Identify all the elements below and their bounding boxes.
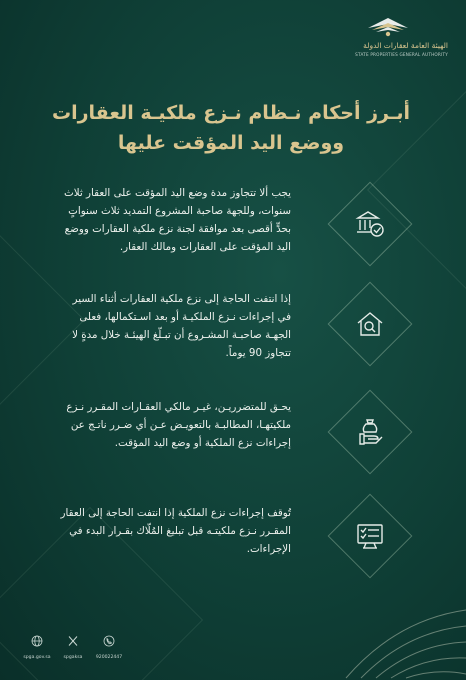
checklist-screen-icon	[354, 520, 386, 552]
provision-item-2	[0, 290, 466, 390]
provision-item-1	[0, 180, 466, 280]
footer-website[interactable]	[20, 632, 54, 660]
page-title	[36, 98, 426, 158]
provision-line: يجب ألا تتجاوز مدة وضع اليد المؤقت على العقار ثلاث	[64, 187, 291, 199]
provision-line: اليد المؤقت على العقارات ومالك العقار.	[119, 241, 291, 253]
provision-line: الجهـة صاحبـة المشـروع أن تبـلّغ الهيئـة خلال مدةٍ لا	[72, 329, 291, 341]
footer-x-account[interactable]	[56, 632, 90, 660]
provision-line: إجراءات نزع الملكية أو وضع اليد المؤقت.	[114, 437, 291, 449]
footer-phone[interactable]	[92, 632, 126, 660]
provision-icon-frame	[326, 280, 414, 368]
provision-text	[21, 290, 291, 362]
provision-item-4	[0, 504, 466, 604]
provision-icon-frame	[326, 388, 414, 476]
spga-emblem-icon	[364, 14, 412, 38]
provision-line: بحدٍّ أقصى بعد موافقة لجنة نزع ملكية العقارات ووضع	[64, 223, 291, 235]
provision-line: سنوات، وللجهة صاحبة المشروع التمديد ثلاث سنواتٍ	[68, 205, 291, 217]
provision-line: تتجاوز 90 يوماً.	[225, 347, 291, 359]
footer-contacts	[20, 632, 130, 662]
house-search-icon	[354, 308, 386, 340]
globe-icon	[31, 635, 43, 647]
provision-line: ملكيتهـا، المطالبـة بالتعويـض عـن أي ضـرر ناتـج عن	[70, 419, 291, 431]
phone-icon	[103, 635, 115, 647]
provision-text	[21, 184, 291, 256]
provision-icon-frame	[326, 492, 414, 580]
logo-text-english: STATE PROPERTIES GENERAL AUTHORITY	[355, 52, 448, 57]
provision-line: المقـرر نـزع ملكيتـه قبل تبليغ المُلّاك بقـرار البدء في	[69, 525, 291, 537]
provision-text	[21, 398, 291, 452]
footer-phone-label: 920022447	[95, 655, 123, 660]
provision-icon-frame	[326, 180, 414, 268]
spga-logo	[328, 14, 448, 62]
provision-line: في إجراءات نـزع الملكيـة أو بعد اسـتكمالها، فعلى	[79, 311, 291, 323]
title-line-1: أبـرز أحكام نـظام نـزع ملكيـة العقارات	[52, 102, 410, 124]
provision-item-3	[0, 398, 466, 498]
provision-line: الإجراءات.	[246, 543, 291, 555]
bank-check-icon	[354, 208, 386, 240]
footer-x-label: spgaksa	[63, 655, 83, 660]
x-icon	[67, 635, 79, 647]
corner-decoration	[336, 590, 466, 680]
hand-money-icon	[354, 416, 386, 448]
footer-website-label: spga.gov.sa	[23, 655, 51, 660]
provision-text	[21, 504, 291, 558]
logo-text-arabic: الهيئة العامة لعقارات الدولة	[363, 41, 448, 50]
title-line-2: ووضع اليد المؤقت عليها	[117, 132, 345, 154]
provision-line: إذا انتفت الحاجة إلى نزع ملكية العقارات أثناء السير	[72, 293, 291, 305]
provision-line: تُوقف إجراءات نزع الملكية إذا انتفت الحاجة إلى العقار	[60, 507, 291, 519]
provision-line: يحـق للمتضرريـن، غيـر مالكي العقـارات المقـرر نـزع	[66, 401, 291, 413]
